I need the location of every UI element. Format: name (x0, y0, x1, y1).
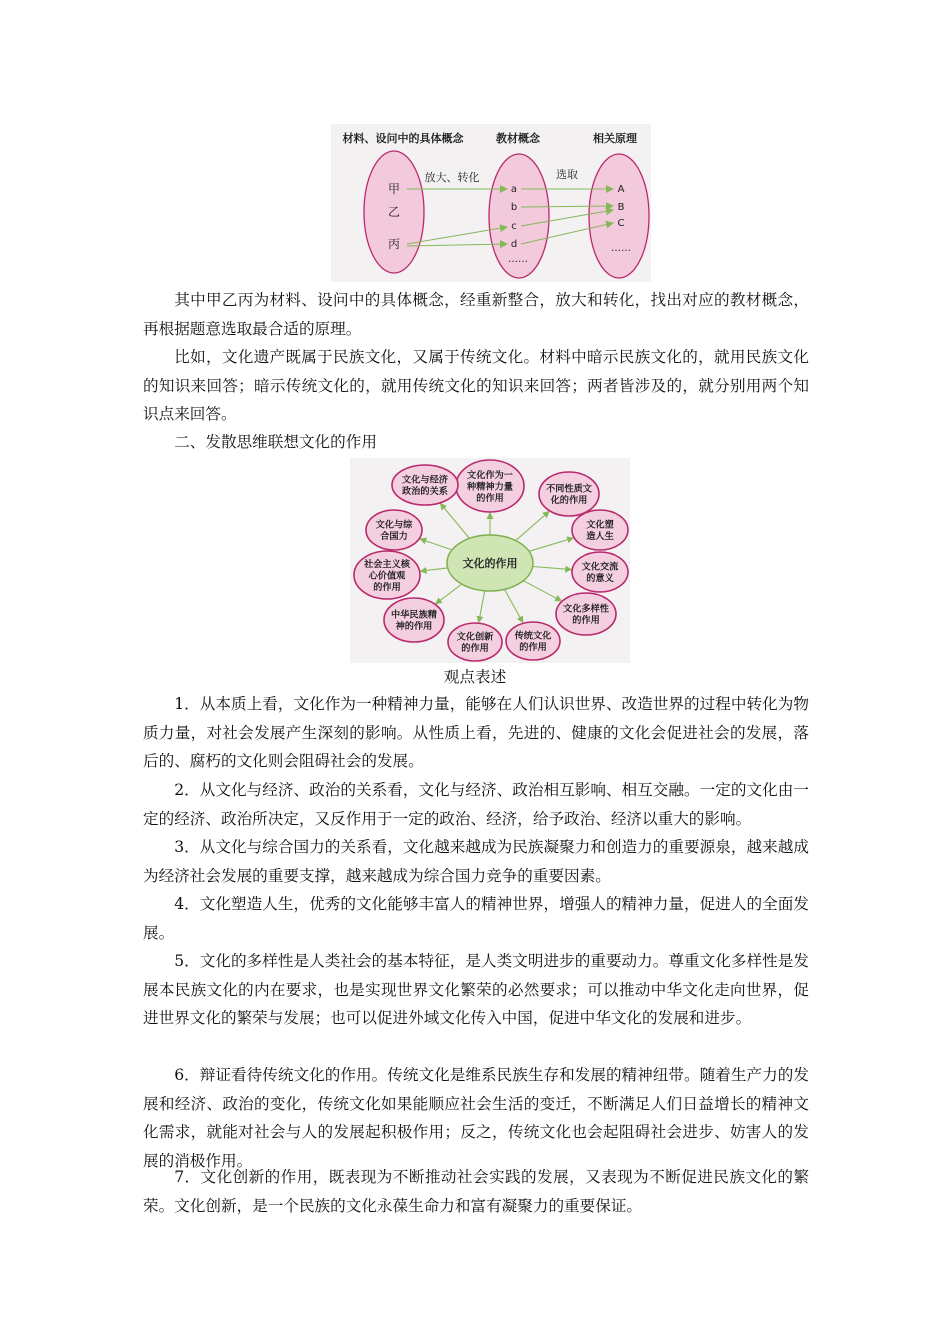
right-item-C: C (617, 218, 625, 229)
mid-item-a: a (510, 184, 518, 195)
right-item-more: …… (611, 243, 631, 254)
radial-node-9-label: 的作用 (373, 581, 401, 593)
arrow-label-select: 选取 (556, 168, 578, 181)
mid-item-c: c (511, 221, 517, 232)
center-node-label: 文化的作用 (462, 557, 518, 570)
radial-node-7-label: 文化创新 (456, 631, 494, 643)
radial-node-5-label: 的作用 (572, 615, 600, 627)
radial-node-4-label: 的意义 (586, 573, 614, 585)
point-1: 1．从本质上看，文化作为一种精神力量，能够在人们认识世界、改造世界的过程中转化为物质力量，对社会发展产生深刻的影响。从性质上看，先进的、健康的文化会促进社会的发展，落后的、腐朽的文化则会阻碍社会的发展。 (143, 695, 809, 770)
paragraph-example: 比如，文化遗产既属于民族文化，又属于传统文化。材料中暗示民族文化的，就用民族文化的知识来回答；暗示传统文化的，就用传统文化的知识来回答；两者皆涉及的，就分别用两个知识点来回答。 (143, 348, 809, 423)
col3-title: 相关原理 (593, 132, 637, 145)
col2-title: 教材概念 (496, 132, 540, 145)
point-7: 7．文化创新的作用，既表现为不断推动社会实践的发展，又表现为不断促进民族文化的繁荣。文化创新，是一个民族的文化永葆生命力和富有凝聚力的重要保证。 (143, 1168, 809, 1215)
section-heading: 二、发散思维联想文化的作用 (174, 433, 377, 451)
radial-node-9-label: 社会主义核 (364, 558, 410, 570)
radial-node-8-label: 神的作用 (395, 621, 433, 633)
point-4: 4．文化塑造人生，优秀的文化能够丰富人的精神世界，增强人的精神力量，促进人的全面发展。 (143, 895, 809, 942)
figure-caption: 观点表述 (443, 668, 507, 686)
radial-node-1-label: 种精神力量 (467, 481, 513, 493)
radial-node-4-label: 文化交流 (581, 561, 619, 573)
left-item-yi: 乙 (387, 205, 401, 219)
radial-node-1-label: 的作用 (476, 492, 504, 504)
mid-item-b: b (510, 202, 518, 213)
radial-node-10-label: 合国力 (380, 531, 408, 543)
radial-node-3-label: 文化塑 (586, 519, 614, 531)
paragraph-intro: 其中甲乙丙为材料、设问中的具体概念，经重新整合，放大和转化，找出对应的教材概念，再根据题意选取最合适的原理。 (143, 291, 809, 338)
col1-title: 材料、设问中的具体概念 (342, 132, 464, 145)
radial-node-11-label: 文化与经济 (402, 474, 448, 486)
radial-node-2-label: 不同性质文 (546, 483, 592, 495)
radial-node-11-label: 政治的关系 (402, 486, 448, 498)
radial-node-6-label: 的作用 (519, 642, 547, 654)
left-item-bing: 丙 (387, 237, 401, 251)
radial-node-7-label: 的作用 (461, 643, 489, 655)
mid-item-d: d (510, 239, 518, 250)
point-5: 5．文化的多样性是人类社会的基本特征，是人类文明进步的重要动力。尊重文化多样性是发展本民族文化的内在要求，也是实现世界文化繁荣的必然要求；可以推动中华文化走向世界，促进世界文化的繁荣与发展；也可以促进外域文化传入中国，促进中华文化的发展和进步。 (143, 952, 809, 1027)
right-item-B: B (617, 202, 625, 213)
mid-item-more: …… (508, 254, 528, 265)
radial-node-1-label: 文化作为一 (467, 469, 513, 481)
radial-node-5-label: 文化多样性 (563, 603, 609, 615)
radial-node-10-label: 文化与综 (375, 519, 413, 531)
principles-ellipse (589, 154, 649, 278)
point-3: 3．从文化与综合国力的关系看，文化越来越成为民族凝聚力和创造力的重要源泉，越来越成为经济社会发展的重要支撑，越来越成为综合国力竞争的重要因素。 (143, 838, 809, 885)
right-item-A: A (617, 184, 625, 195)
radial-node-3-label: 造人生 (586, 531, 614, 543)
point-6: 6．辩证看待传统文化的作用。传统文化是维系民族生存和发展的精神纽带。随着生产力的发展和经济、政治的变化，传统文化如果能顺应社会生活的变迁，不断满足人们日益增长的精神文化需求，就能对社会与人的发展起积极作用；反之，传统文化也会起阻碍社会进步、妨害人的发展的消极作用。 (143, 1066, 809, 1170)
left-item-jia: 甲 (387, 182, 401, 196)
radial-node-6-label: 传统文化 (514, 630, 552, 642)
radial-node-9-label: 心价值观 (368, 570, 406, 582)
arrow-label-amplify: 放大、转化 (424, 171, 480, 184)
concept-mapping-diagram (331, 124, 651, 282)
point-2: 2．从文化与经济、政治的关系看，文化与经济、政治相互影响、相互交融。一定的文化由一定的经济、政治所决定，又反作用于一定的政治、经济，给予政治、经济以重大的影响。 (143, 781, 809, 828)
radial-node-2-label: 化的作用 (550, 495, 588, 507)
culture-function-radial-diagram (350, 458, 630, 663)
radial-node-8-label: 中华民族精 (391, 609, 437, 621)
